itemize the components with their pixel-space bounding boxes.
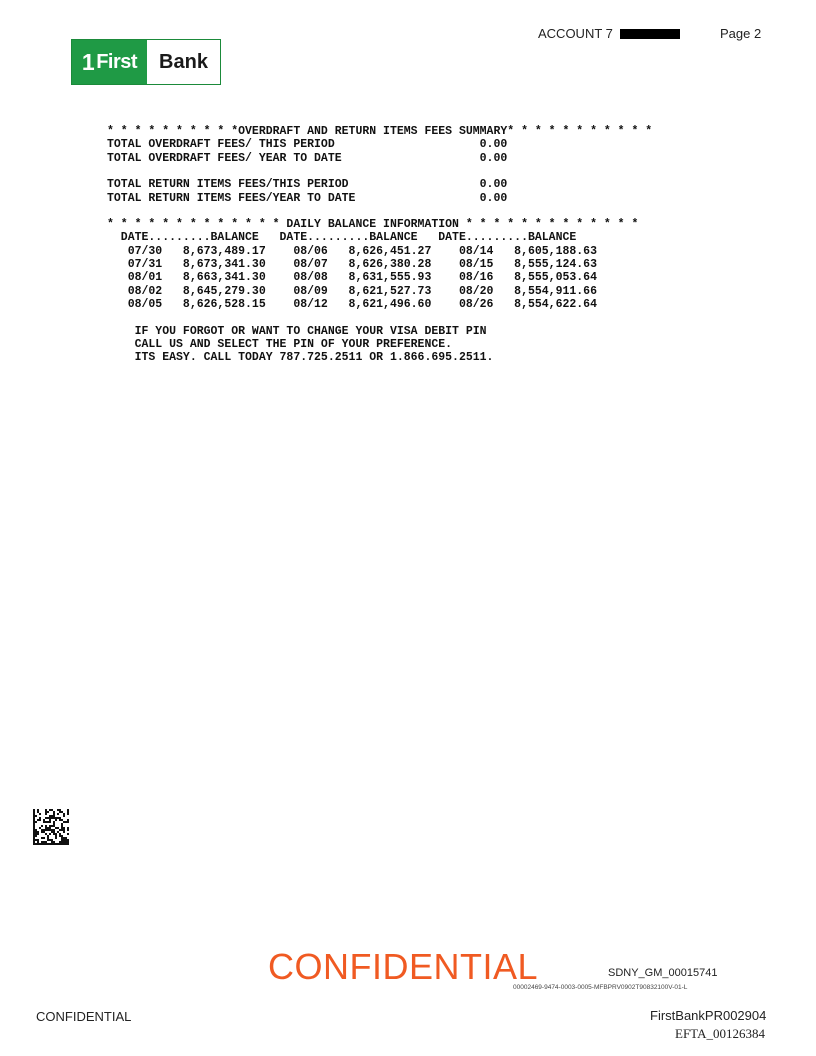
statement-line: TOTAL RETURN ITEMS FEES/THIS PERIOD 0.00 <box>107 178 508 192</box>
statement-line: TOTAL OVERDRAFT FEES/ YEAR TO DATE 0.00 <box>107 151 508 165</box>
statement-line: 07/30 8,673,489.17 08/06 8,626,451.27 08/14 8,605,188.63 <box>107 244 597 258</box>
statement-line: DATE.........BALANCE DATE.........BALANCE DATE.........BALANCE <box>107 231 577 245</box>
micro-print-line: 00002469-9474-0003-0005-MFBPRV0902T90832100V-01-L <box>513 984 688 991</box>
statement-line: IF YOU FORGOT OR WANT TO CHANGE YOUR VISA DEBIT PIN <box>107 324 487 338</box>
account-label: ACCOUNT 7 <box>538 26 613 41</box>
statement-line: ITS EASY. CALL TODAY 787.725.2511 OR 1.866.695.2511. <box>107 351 494 365</box>
qr-code-icon <box>33 809 69 845</box>
sdny-document-id: SDNY_GM_00015741 <box>608 967 718 979</box>
statement-line: CALL US AND SELECT THE PIN OF YOUR PREFERENCE. <box>107 337 453 351</box>
logo-one: 1 <box>81 48 95 75</box>
confidential-label: CONFIDENTIAL <box>36 1009 132 1024</box>
efta-number: EFTA_00126384 <box>675 1026 765 1041</box>
statement-line: * * * * * * * * * *OVERDRAFT AND RETURN ITEMS FEES SUMMARY* * * * * * * * * * * <box>107 125 653 138</box>
logo-first: First <box>96 50 138 73</box>
bates-number: FirstBankPR002904 <box>650 1008 767 1023</box>
statement-line: TOTAL OVERDRAFT FEES/ THIS PERIOD 0.00 <box>107 138 508 152</box>
statement-line: 08/02 8,645,279.30 08/09 8,621,527.73 08/20 8,554,911.66 <box>107 284 597 298</box>
firstbank-logo <box>71 39 221 85</box>
statement-line: * * * * * * * * * * * * * DAILY BALANCE INFORMATION * * * * * * * * * * * * * <box>107 218 639 232</box>
statement-line: 07/31 8,673,341.30 08/07 8,626,380.28 08/15 8,555,124.63 <box>107 258 597 271</box>
statement-line: TOTAL RETURN ITEMS FEES/YEAR TO DATE 0.00 <box>107 191 508 205</box>
confidential-stamp: CONFIDENTIAL <box>268 946 539 987</box>
page-number: Page 2 <box>720 26 762 41</box>
statement-line: 08/05 8,626,528.15 08/12 8,621,496.60 08/26 8,554,622.64 <box>107 297 597 311</box>
logo-green-panel <box>72 40 147 84</box>
statement-line: 08/01 8,663,341.30 08/08 8,631,555.93 08/16 8,555,053.64 <box>107 271 597 285</box>
redaction-bar <box>620 29 680 39</box>
logo-bank: Bank <box>159 50 208 73</box>
